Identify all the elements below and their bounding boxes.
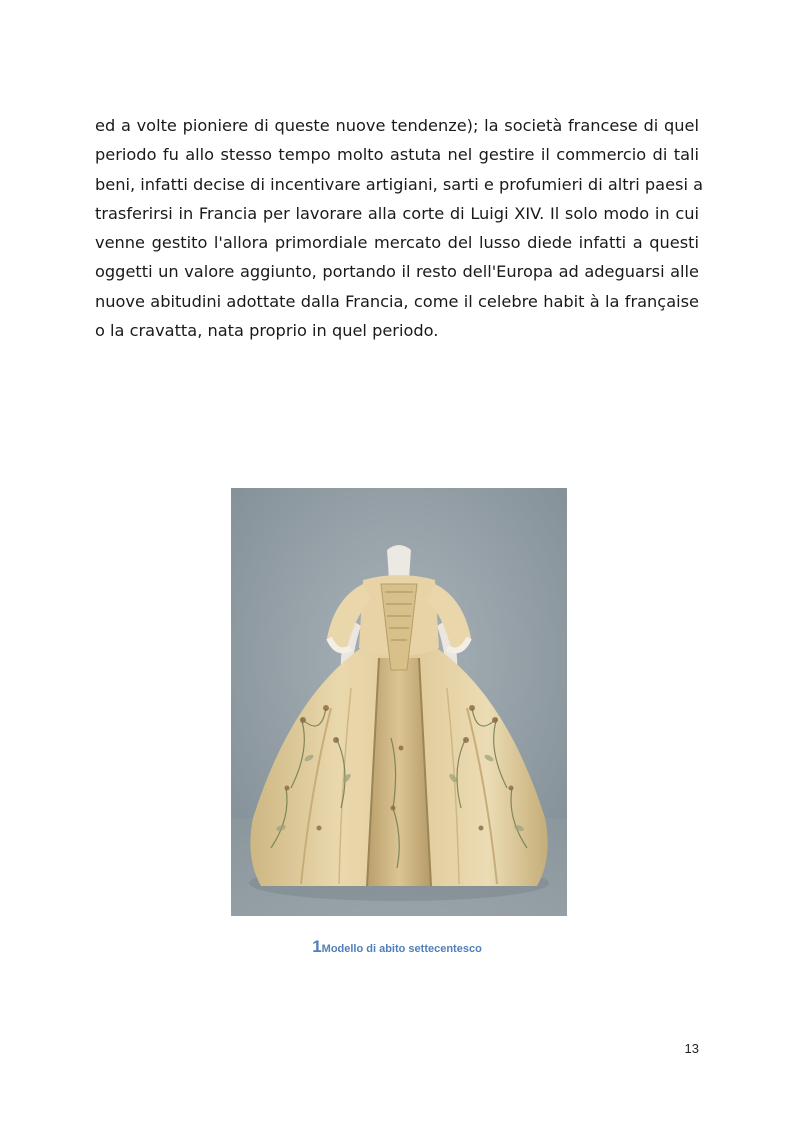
figure-caption <box>0 937 794 957</box>
paragraph-line: beni, infatti decise di incentivare artigiani, sarti e profumieri di altri paesi a <box>95 174 704 194</box>
paragraph-line: o la cravatta, nata proprio in quel periodo. <box>95 321 439 341</box>
body-paragraph <box>95 111 704 345</box>
paragraph-line: oggetti un valore aggiunto, portando il resto dell'Europa ad adeguarsi alle <box>95 262 699 282</box>
page-number: 13 <box>684 1041 699 1056</box>
caption-number: 1 <box>312 937 322 956</box>
paragraph-line: periodo fu allo stesso tempo molto astuta nel gestire il commercio di tali <box>95 145 699 165</box>
dress-photo <box>231 488 567 916</box>
dress-illustration <box>231 488 567 916</box>
paragraph-line: nuove abitudini adottate dalla Francia, come il celebre habit à la française <box>95 291 699 311</box>
caption-text: Modello di abito settecentesco <box>321 943 482 955</box>
paragraph-line: trasferirsi in Francia per lavorare alla corte di Luigi XIV. Il solo modo in cui <box>95 203 699 223</box>
paragraph-line: ed a volte pioniere di queste nuove tendenze); la società francese di quel <box>95 116 699 135</box>
paragraph-line: venne gestito l'allora primordiale mercato del lusso diede infatti a questi <box>95 233 699 253</box>
